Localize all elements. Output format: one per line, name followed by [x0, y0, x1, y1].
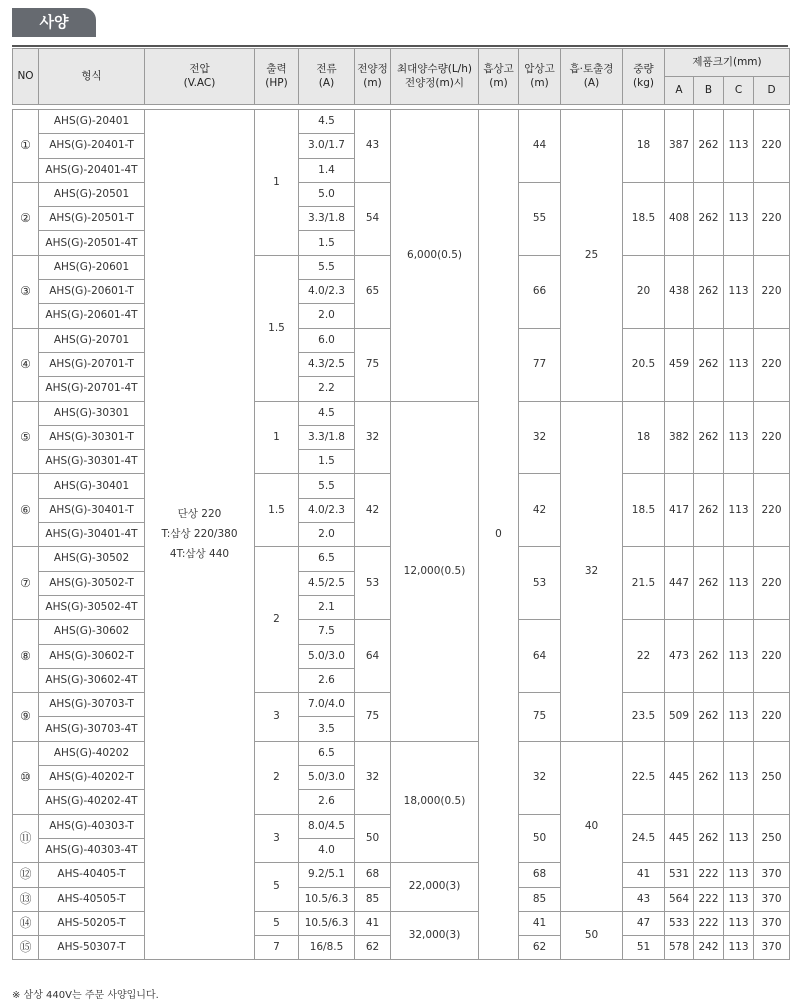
header-size-a: A: [665, 77, 694, 105]
voltage-line-3: 4T:삼상 440: [169, 547, 230, 560]
size-a: 382: [665, 401, 694, 474]
size-b: 222: [694, 863, 724, 887]
weight: 23.5: [623, 693, 665, 742]
current-value: 5.5: [299, 255, 355, 279]
size-a: 438: [665, 255, 694, 328]
discharge-height: 42: [519, 474, 561, 547]
current-value: 6.5: [299, 547, 355, 571]
size-c: 113: [724, 620, 754, 693]
model-name: AHS-50205-T: [39, 911, 145, 935]
weight: 20.5: [623, 328, 665, 401]
size-b: 262: [694, 255, 724, 328]
discharge-height: 68: [519, 863, 561, 887]
model-name: AHS(G)-20601: [39, 255, 145, 279]
model-name: AHS(G)-40202-T: [39, 766, 145, 790]
model-name: AHS(G)-30703-4T: [39, 717, 145, 741]
size-d: 370: [754, 887, 790, 911]
model-number: ⑩: [13, 741, 39, 814]
table-row: [13, 110, 790, 134]
size-c: 113: [724, 110, 754, 183]
max-flow: 12,000(0.5): [391, 401, 479, 741]
size-c: 113: [724, 182, 754, 255]
size-d: 220: [754, 255, 790, 328]
model-name: AHS(G)-20401-T: [39, 134, 145, 158]
output-hp: 3: [255, 693, 299, 742]
model-name: AHS(G)-40303-4T: [39, 838, 145, 862]
output-hp: 1: [255, 401, 299, 474]
total-head: 53: [355, 547, 391, 620]
model-name: AHS(G)-20401-4T: [39, 158, 145, 182]
discharge-height: 32: [519, 401, 561, 474]
model-name: AHS(G)-40202-4T: [39, 790, 145, 814]
discharge-height: 77: [519, 328, 561, 401]
model-name: AHS(G)-20401: [39, 110, 145, 134]
weight: 22.5: [623, 741, 665, 814]
header-size-d: D: [754, 77, 790, 105]
header-total-head: 전양정 (m): [355, 49, 391, 105]
size-b: 262: [694, 693, 724, 742]
discharge-height: 41: [519, 911, 561, 935]
discharge-height: 66: [519, 255, 561, 328]
discharge-height: 50: [519, 814, 561, 863]
discharge-height: 32: [519, 741, 561, 814]
size-a: 408: [665, 182, 694, 255]
size-b: 262: [694, 814, 724, 863]
size-b: 242: [694, 936, 724, 960]
model-number: ⑪: [13, 814, 39, 863]
weight: 51: [623, 936, 665, 960]
size-a: 417: [665, 474, 694, 547]
section-title: 사양: [39, 13, 69, 31]
model-name: AHS(G)-20701-4T: [39, 377, 145, 401]
model-name: AHS(G)-40202: [39, 741, 145, 765]
size-a: 447: [665, 547, 694, 620]
size-d: 220: [754, 693, 790, 742]
size-d: 220: [754, 182, 790, 255]
size-d: 370: [754, 936, 790, 960]
output-hp: 2: [255, 547, 299, 693]
current-value: 1.5: [299, 231, 355, 255]
voltage-line-1: 단상 220: [177, 507, 222, 520]
model-name: AHS(G)-30703-T: [39, 693, 145, 717]
current-value: 4.0/2.3: [299, 280, 355, 304]
model-number: ④: [13, 328, 39, 401]
total-head: 68: [355, 863, 391, 887]
size-b: 262: [694, 547, 724, 620]
size-b: 262: [694, 401, 724, 474]
weight: 43: [623, 887, 665, 911]
current-value: 3.0/1.7: [299, 134, 355, 158]
current-value: 6.0: [299, 328, 355, 352]
size-d: 370: [754, 863, 790, 887]
model-number: ②: [13, 182, 39, 255]
weight: 47: [623, 911, 665, 935]
weight: 18.5: [623, 474, 665, 547]
weight: 18: [623, 110, 665, 183]
discharge-height: 85: [519, 887, 561, 911]
total-head: 43: [355, 110, 391, 183]
size-c: 113: [724, 741, 754, 814]
current-value: 1.4: [299, 158, 355, 182]
model-name: AHS(G)-20601-4T: [39, 304, 145, 328]
model-number: ①: [13, 110, 39, 183]
size-d: 250: [754, 741, 790, 814]
current-value: 16/8.5: [299, 936, 355, 960]
current-value: 2.2: [299, 377, 355, 401]
size-c: 113: [724, 401, 754, 474]
current-value: 4.5: [299, 401, 355, 425]
current-value: 2.6: [299, 668, 355, 692]
size-a: 531: [665, 863, 694, 887]
model-name: AHS(G)-30502: [39, 547, 145, 571]
current-value: 3.5: [299, 717, 355, 741]
current-value: 10.5/6.3: [299, 887, 355, 911]
model-number: ③: [13, 255, 39, 328]
discharge-height: 44: [519, 110, 561, 183]
output-hp: 2: [255, 741, 299, 814]
max-flow: 32,000(3): [391, 911, 479, 960]
total-head: 65: [355, 255, 391, 328]
output-hp: 1.5: [255, 255, 299, 401]
size-b: 262: [694, 620, 724, 693]
size-b: 222: [694, 887, 724, 911]
current-value: 4.5/2.5: [299, 571, 355, 595]
weight: 18.5: [623, 182, 665, 255]
size-a: 387: [665, 110, 694, 183]
output-hp: 1: [255, 110, 299, 256]
size-b: 262: [694, 741, 724, 814]
table-row: [13, 401, 790, 425]
size-c: 113: [724, 863, 754, 887]
max-flow: 22,000(3): [391, 863, 479, 912]
model-name: AHS(G)-30602-4T: [39, 668, 145, 692]
current-value: 2.0: [299, 523, 355, 547]
total-head: 62: [355, 936, 391, 960]
size-a: 533: [665, 911, 694, 935]
spec-table: [12, 48, 790, 960]
header-suction: 흡상고 (m): [479, 49, 519, 105]
model-name: AHS(G)-30502-4T: [39, 595, 145, 619]
model-name: AHS(G)-30401-4T: [39, 523, 145, 547]
size-d: 220: [754, 328, 790, 401]
size-c: 113: [724, 547, 754, 620]
model-name: AHS-50307-T: [39, 936, 145, 960]
size-a: 445: [665, 814, 694, 863]
discharge-height: 75: [519, 693, 561, 742]
size-d: 370: [754, 911, 790, 935]
model-name: AHS(G)-20501: [39, 182, 145, 206]
output-hp: 1.5: [255, 474, 299, 547]
suction-height: 0: [479, 110, 519, 960]
model-name: AHS(G)-20701-T: [39, 352, 145, 376]
weight: 21.5: [623, 547, 665, 620]
size-d: 220: [754, 110, 790, 183]
header-port: 흡·토출경 (A): [561, 49, 623, 105]
model-name: AHS(G)-30401-T: [39, 498, 145, 522]
model-name: AHS(G)-40303-T: [39, 814, 145, 838]
size-c: 113: [724, 911, 754, 935]
spec-table-body: [13, 105, 790, 960]
port-diameter: 32: [561, 401, 623, 741]
current-value: 1.5: [299, 450, 355, 474]
output-hp: 7: [255, 936, 299, 960]
spec-table-header: [13, 49, 790, 105]
output-hp: 5: [255, 863, 299, 912]
model-number: ⑨: [13, 693, 39, 742]
port-diameter: 40: [561, 741, 623, 911]
model-number: ⑭: [13, 911, 39, 935]
size-b: 222: [694, 911, 724, 935]
model-number: ⑤: [13, 401, 39, 474]
voltage-cell: [145, 110, 255, 960]
size-d: 250: [754, 814, 790, 863]
voltage-line-2: T:삼상 220/380: [161, 527, 238, 540]
total-head: 32: [355, 401, 391, 474]
model-name: AHS(G)-30301-T: [39, 425, 145, 449]
total-head: 42: [355, 474, 391, 547]
current-value: 7.0/4.0: [299, 693, 355, 717]
header-weight: 중량 (kg): [623, 49, 665, 105]
current-value: 5.0/3.0: [299, 766, 355, 790]
size-a: 473: [665, 620, 694, 693]
header-size: 제품크기(mm): [665, 49, 790, 77]
section-title-tab: [12, 8, 96, 37]
current-value: 8.0/4.5: [299, 814, 355, 838]
current-value: 5.0: [299, 182, 355, 206]
size-c: 113: [724, 936, 754, 960]
model-name: AHS-40405-T: [39, 863, 145, 887]
header-size-b: B: [694, 77, 724, 105]
table-row: [13, 911, 790, 935]
model-number: ⑦: [13, 547, 39, 620]
size-d: 220: [754, 401, 790, 474]
current-value: 3.3/1.8: [299, 207, 355, 231]
size-a: 578: [665, 936, 694, 960]
current-value: 10.5/6.3: [299, 911, 355, 935]
total-head: 50: [355, 814, 391, 863]
weight: 20: [623, 255, 665, 328]
model-name: AHS(G)-30301: [39, 401, 145, 425]
weight: 18: [623, 401, 665, 474]
model-number: ⑬: [13, 887, 39, 911]
model-name: AHS(G)-20601-T: [39, 280, 145, 304]
title-rule: [12, 45, 788, 47]
size-b: 262: [694, 474, 724, 547]
header-output: 출력 (HP): [255, 49, 299, 105]
size-a: 509: [665, 693, 694, 742]
model-name: AHS(G)-20501-4T: [39, 231, 145, 255]
discharge-height: 55: [519, 182, 561, 255]
size-a: 445: [665, 741, 694, 814]
model-number: ⑫: [13, 863, 39, 887]
total-head: 54: [355, 182, 391, 255]
current-value: 5.0/3.0: [299, 644, 355, 668]
size-a: 564: [665, 887, 694, 911]
current-value: 2.0: [299, 304, 355, 328]
current-value: 4.0: [299, 838, 355, 862]
weight: 24.5: [623, 814, 665, 863]
model-number: ⑧: [13, 620, 39, 693]
total-head: 75: [355, 693, 391, 742]
total-head: 41: [355, 911, 391, 935]
port-diameter: 50: [561, 911, 623, 960]
header-voltage: 전압 (V.AC): [145, 49, 255, 105]
discharge-height: 64: [519, 620, 561, 693]
total-head: 75: [355, 328, 391, 401]
footnote: ※ 삼상 440V는 주문 사양입니다.: [12, 990, 159, 1001]
model-name: AHS(G)-30401: [39, 474, 145, 498]
total-head: 32: [355, 741, 391, 814]
size-a: 459: [665, 328, 694, 401]
total-head: 64: [355, 620, 391, 693]
output-hp: 5: [255, 911, 299, 935]
size-c: 113: [724, 474, 754, 547]
header-size-c: C: [724, 77, 754, 105]
model-name: AHS(G)-30502-T: [39, 571, 145, 595]
output-hp: 3: [255, 814, 299, 863]
model-number: ⑥: [13, 474, 39, 547]
model-name: AHS(G)-30301-4T: [39, 450, 145, 474]
size-b: 262: [694, 110, 724, 183]
size-b: 262: [694, 182, 724, 255]
header-current: 전류 (A): [299, 49, 355, 105]
current-value: 3.3/1.8: [299, 425, 355, 449]
size-c: 113: [724, 328, 754, 401]
size-b: 262: [694, 328, 724, 401]
current-value: 5.5: [299, 474, 355, 498]
table-row: [13, 741, 790, 765]
size-d: 220: [754, 620, 790, 693]
model-name: AHS(G)-20501-T: [39, 207, 145, 231]
table-row: [13, 863, 790, 887]
model-name: AHS-40505-T: [39, 887, 145, 911]
model-name: AHS(G)-30602: [39, 620, 145, 644]
max-flow: 6,000(0.5): [391, 110, 479, 402]
current-value: 2.6: [299, 790, 355, 814]
size-c: 113: [724, 814, 754, 863]
current-value: 4.3/2.5: [299, 352, 355, 376]
current-value: 7.5: [299, 620, 355, 644]
header-max-flow: 최대양수량(L/h) 전양정(m)시: [391, 49, 479, 105]
port-diameter: 25: [561, 110, 623, 402]
size-d: 220: [754, 547, 790, 620]
size-c: 113: [724, 255, 754, 328]
size-d: 220: [754, 474, 790, 547]
header-discharge: 압상고 (m): [519, 49, 561, 105]
model-number: ⑮: [13, 936, 39, 960]
model-name: AHS(G)-30602-T: [39, 644, 145, 668]
weight: 41: [623, 863, 665, 887]
size-c: 113: [724, 693, 754, 742]
current-value: 6.5: [299, 741, 355, 765]
max-flow: 18,000(0.5): [391, 741, 479, 862]
current-value: 9.2/5.1: [299, 863, 355, 887]
current-value: 4.5: [299, 110, 355, 134]
size-c: 113: [724, 887, 754, 911]
header-model: 형식: [39, 49, 145, 105]
total-head: 85: [355, 887, 391, 911]
header-no: NO: [13, 49, 39, 105]
discharge-height: 62: [519, 936, 561, 960]
model-name: AHS(G)-20701: [39, 328, 145, 352]
discharge-height: 53: [519, 547, 561, 620]
current-value: 2.1: [299, 595, 355, 619]
current-value: 4.0/2.3: [299, 498, 355, 522]
weight: 22: [623, 620, 665, 693]
